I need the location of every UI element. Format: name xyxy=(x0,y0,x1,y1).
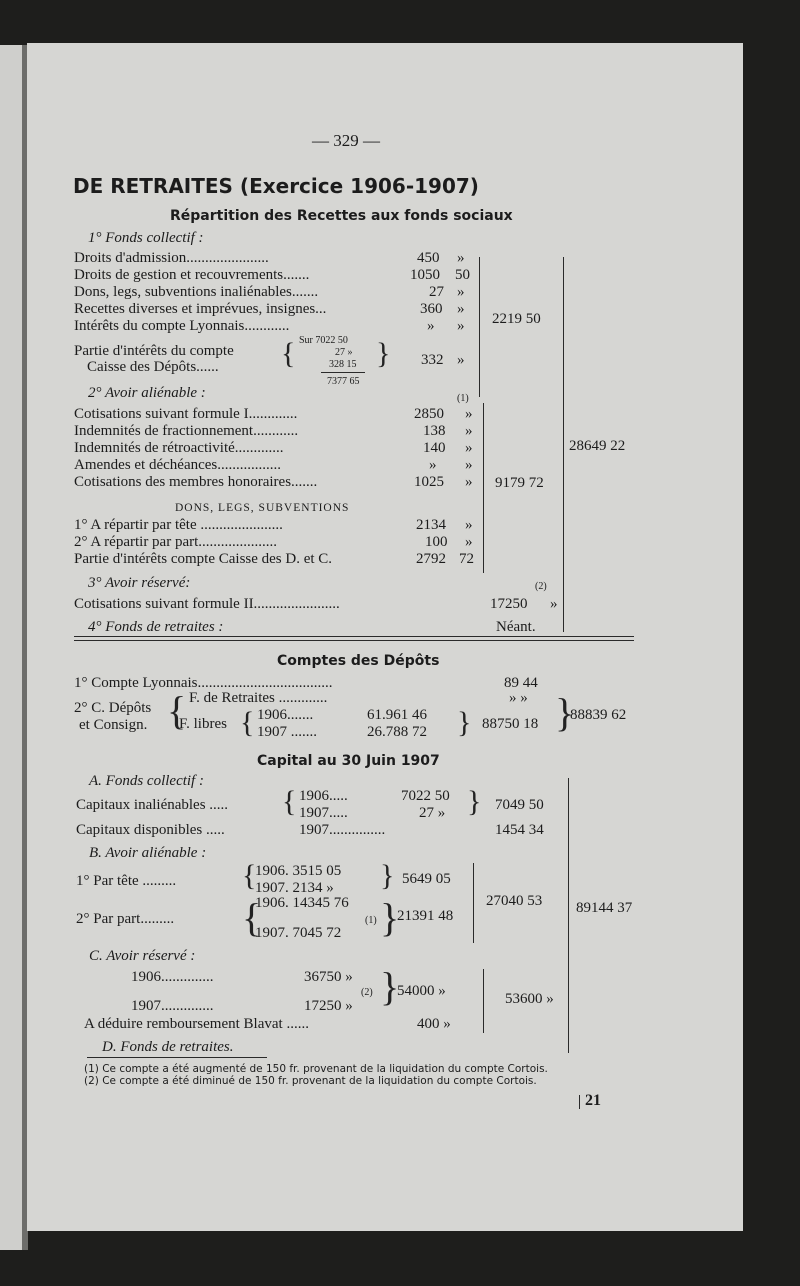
sur-total: 7377 65 xyxy=(327,376,360,387)
row-cents: » xyxy=(465,517,473,533)
row-value: 360 xyxy=(420,301,443,317)
bracket-line xyxy=(479,257,480,397)
brace-left: { xyxy=(281,337,296,370)
sur-diff: 328 15 xyxy=(329,359,357,370)
page-title: DE RETRAITES (Exercice 1906-1907) xyxy=(73,174,479,198)
row-label: Indemnités de fractionnement............ xyxy=(74,423,299,439)
avoir-reserve-value: 17250 xyxy=(490,596,528,612)
row-cents: » xyxy=(465,457,473,473)
row-value: » xyxy=(427,318,435,334)
dons-heading: DONS, LEGS, SUBVENTIONS xyxy=(175,502,350,514)
row-value: 140 xyxy=(423,440,446,456)
fonds-retraites-label: 4° Fonds de retraites : xyxy=(88,619,224,635)
row-value: 1025 xyxy=(414,474,444,490)
row-label: Indemnités de rétroactivité............. xyxy=(74,440,284,456)
row-label: 1° A répartir par tête ...................... xyxy=(74,517,283,533)
brace: { xyxy=(240,706,255,739)
row-label: 2° A répartir par part..................... xyxy=(74,534,278,550)
libres-1907-value: 26.788 72 xyxy=(367,724,427,740)
row-value: » xyxy=(429,457,437,473)
row-value: 450 xyxy=(417,250,440,266)
row-cents: » xyxy=(457,250,465,266)
part-1907: 1907. 7045 72 xyxy=(255,925,342,941)
par-tete-label: 1° Par tête ......... xyxy=(76,873,177,889)
reserve-1906-value: 36750 » xyxy=(304,969,353,985)
brace-right: } xyxy=(376,337,391,370)
document-page xyxy=(27,43,743,1231)
tete-1907: 1907. 2134 » xyxy=(255,880,334,896)
c-depots-label: 2° C. Dépôts xyxy=(74,700,152,716)
libres-1906: 1906....... xyxy=(257,707,314,723)
avoir-reserve-c-label: C. Avoir réservé : xyxy=(89,948,196,964)
row-cents: » xyxy=(465,440,473,456)
avoir-reserve-total: 53600 » xyxy=(505,991,554,1007)
fonds-collectif-a-label: A. Fonds collectif : xyxy=(89,773,204,789)
signature-mark: 21 xyxy=(585,1092,601,1109)
fonds-collectif-subtotal: 2219 50 xyxy=(492,311,541,327)
row-label: Cotisations des membres honoraires....... xyxy=(74,474,318,490)
f-retraites-value: » » xyxy=(509,690,528,706)
reserve-1906-label: 1906.............. xyxy=(131,969,214,985)
brace: { xyxy=(282,785,297,818)
reserve-1907-value: 17250 » xyxy=(304,998,353,1014)
row-label: Cotisations suivant formule I............. xyxy=(74,406,298,422)
row-label: Dons, legs, subventions inaliénables....... xyxy=(74,284,319,300)
page-number: — 329 — xyxy=(312,131,380,150)
sur-amount: Sur 7022 50 xyxy=(299,335,348,346)
row-value: 2850 xyxy=(414,406,444,422)
reserve-note-mark: (2) xyxy=(361,987,373,998)
footnote-1: (1) Ce compte a été augmenté de 150 fr. provenant de la liquidation du compte Cortois. xyxy=(84,1063,548,1075)
inal-1906: 1906..... xyxy=(299,788,348,804)
inal-1907-value: 27 » xyxy=(419,805,446,821)
bracket-line xyxy=(483,969,484,1033)
row-label: Amendes et déchéances................. xyxy=(74,457,282,473)
big-bracket-line xyxy=(568,778,569,1053)
part-1906: 1906. 14345 76 xyxy=(255,895,349,911)
comptes-total: 88839 62 xyxy=(570,707,627,723)
compte-lyonnais-value: 89 44 xyxy=(504,675,538,691)
partie-cents: » xyxy=(457,352,465,368)
signature-rule xyxy=(579,1095,580,1109)
brace: { xyxy=(242,859,257,892)
inal-1907: 1907..... xyxy=(299,805,348,821)
row-cents: » xyxy=(457,318,465,334)
brace: } xyxy=(555,690,575,735)
row-label: Recettes diverses et imprévues, insignes... xyxy=(74,301,327,317)
partie-interets-label: Partie d'intérêts du compte xyxy=(74,343,234,359)
brace: } xyxy=(457,706,472,739)
avoir-alienable-label: 2° Avoir aliénable : xyxy=(88,385,206,401)
fonds-retraites-d-label: D. Fonds de retraites. xyxy=(102,1039,234,1055)
avoir-alienable-total: 27040 53 xyxy=(486,893,543,909)
repartition-heading: Répartition des Recettes aux fonds sociaux xyxy=(170,208,513,224)
row-label: Partie d'intérêts compte Caisse des D. et C. xyxy=(74,551,333,567)
row-cents: » xyxy=(465,406,473,422)
footnote-2: (2) Ce compte a été diminué de 150 fr. provenant de la liquidation du compte Cortois. xyxy=(84,1075,537,1087)
bracket-line xyxy=(483,403,484,573)
note-mark-1: (1) xyxy=(457,393,469,404)
brace: } xyxy=(467,785,482,818)
libres-1907: 1907 ....... xyxy=(257,724,317,740)
row-value: 2134 xyxy=(416,517,446,533)
repartition-grand-total: 28649 22 xyxy=(569,438,626,454)
row-label: Droits d'admission...................... xyxy=(74,250,269,266)
brace: { xyxy=(242,895,262,940)
blavat-value: 400 » xyxy=(417,1016,451,1032)
tete-1906: 1906. 3515 05 xyxy=(255,863,342,879)
row-cents: » xyxy=(465,474,473,490)
brace: { xyxy=(167,688,187,733)
row-cents: » xyxy=(457,284,465,300)
footnote-rule xyxy=(87,1057,267,1058)
row-cents: » xyxy=(465,423,473,439)
tete-sum: 5649 05 xyxy=(402,871,451,887)
avoir-reserve-row: Cotisations suivant formule II....................... xyxy=(74,596,340,612)
par-part-label: 2° Par part......... xyxy=(76,911,175,927)
row-label: Intérêts du compte Lyonnais............ xyxy=(74,318,290,334)
brace: } xyxy=(380,895,400,940)
caisse-depots-label: Caisse des Dépôts...... xyxy=(87,359,219,375)
sum-rule xyxy=(321,372,365,373)
row-value: 2792 xyxy=(416,551,446,567)
avoir-reserve-label: 3° Avoir réservé: xyxy=(88,575,191,591)
row-cents: 50 xyxy=(455,267,470,283)
partie-value: 332 xyxy=(421,352,444,368)
fonds-collectif-label: 1° Fonds collectif : xyxy=(88,230,204,246)
brace: } xyxy=(380,859,395,892)
capital-grand-total: 89144 37 xyxy=(576,900,633,916)
avoir-reserve-cents: » xyxy=(550,596,558,612)
section-rule xyxy=(74,640,634,641)
reserve-1907-label: 1907.............. xyxy=(131,998,214,1014)
libres-sum: 88750 18 xyxy=(482,716,539,732)
part-sum: 21391 48 xyxy=(397,908,454,924)
capital-heading: Capital au 30 Juin 1907 xyxy=(257,753,440,769)
part-note-mark: (1) xyxy=(365,915,377,926)
disp-value: 1454 34 xyxy=(495,822,544,838)
row-cents: » xyxy=(457,301,465,317)
inal-1906-value: 7022 50 xyxy=(401,788,450,804)
f-retraites-label: F. de Retraites ............. xyxy=(189,690,328,706)
compte-lyonnais-label: 1° Compte Lyonnais.................................... xyxy=(74,675,333,691)
reserve-sum: 54000 » xyxy=(397,983,446,999)
f-libres-label: F. libres xyxy=(179,716,227,732)
row-value: 138 xyxy=(423,423,446,439)
disp-year: 1907............... xyxy=(299,822,386,838)
capitaux-disponibles-label: Capitaux disponibles ..... xyxy=(76,822,225,838)
inal-sum: 7049 50 xyxy=(495,797,544,813)
et-consign-label: et Consign. xyxy=(79,717,148,733)
row-value: 100 xyxy=(425,534,448,550)
fonds-retraites-value: Néant. xyxy=(496,619,536,635)
row-value: 27 xyxy=(429,284,444,300)
avoir-alienable-b-label: B. Avoir aliénable : xyxy=(89,845,207,861)
blavat-label: A déduire remboursement Blavat ...... xyxy=(84,1016,309,1032)
brace: } xyxy=(380,964,400,1009)
big-bracket-line xyxy=(563,257,564,632)
row-cents: 72 xyxy=(459,551,474,567)
section-rule xyxy=(74,636,634,637)
libres-1906-value: 61.961 46 xyxy=(367,707,427,723)
row-cents: » xyxy=(465,534,473,550)
bracket-line xyxy=(473,863,474,943)
capitaux-inalienables-label: Capitaux inaliénables ..... xyxy=(76,797,229,813)
sur-minus: 27 » xyxy=(335,347,353,358)
avoir-alienable-subtotal: 9179 72 xyxy=(495,475,544,491)
comptes-heading: Comptes des Dépôts xyxy=(277,653,440,669)
note-mark-2: (2) xyxy=(535,581,547,592)
row-value: 1050 xyxy=(410,267,440,283)
row-label: Droits de gestion et recouvrements....... xyxy=(74,267,310,283)
